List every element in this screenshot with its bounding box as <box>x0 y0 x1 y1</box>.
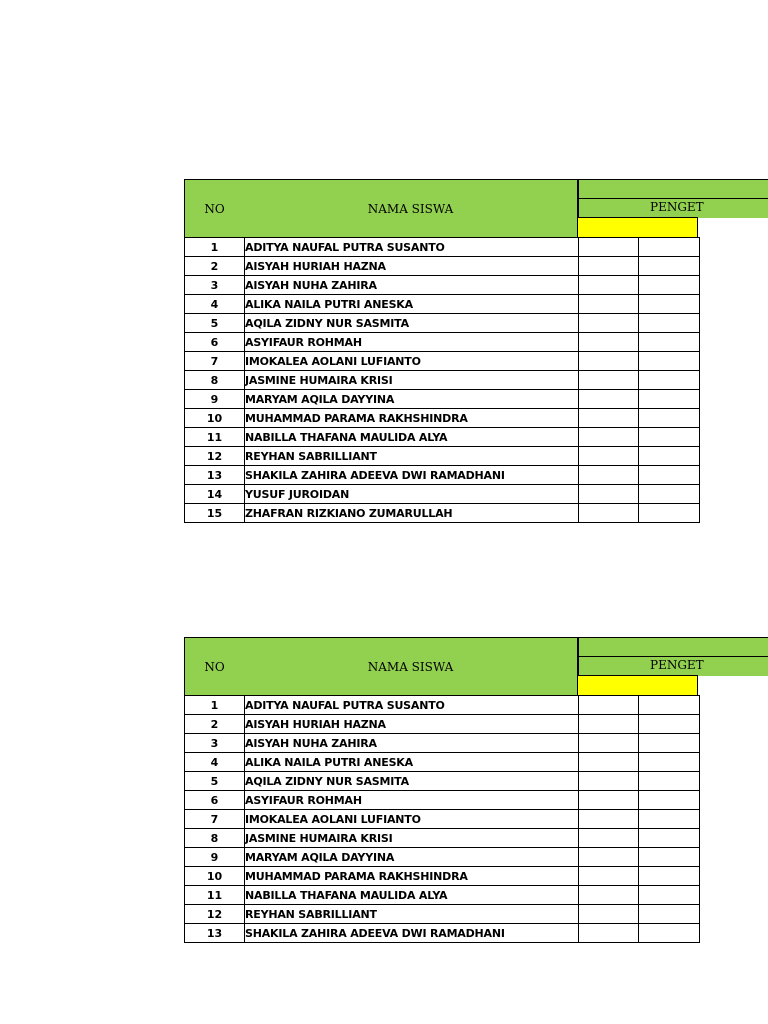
student-name: JASMINE HUMAIRA KRISI <box>245 371 579 390</box>
score-cell-2[interactable] <box>639 810 700 829</box>
table-row <box>185 886 700 905</box>
row-number: 13 <box>185 924 245 943</box>
header-no: NO <box>184 179 245 238</box>
student-name: SHAKILA ZAHIRA ADEEVA DWI RAMADHANI <box>245 924 579 943</box>
score-cell-1[interactable] <box>579 352 639 371</box>
table-row <box>185 715 700 734</box>
table-row <box>185 905 700 924</box>
row-number: 12 <box>185 905 245 924</box>
score-cell-2[interactable] <box>639 333 700 352</box>
score-cell-2[interactable] <box>639 352 700 371</box>
row-number: 1 <box>185 696 245 715</box>
header-nama-siswa: NAMA SISWA <box>244 179 578 238</box>
row-number: 11 <box>185 886 245 905</box>
score-cell-1[interactable] <box>579 238 639 257</box>
score-cell-2[interactable] <box>639 390 700 409</box>
score-cell-2[interactable] <box>639 696 700 715</box>
score-cell-1[interactable] <box>579 371 639 390</box>
student-name: AISYAH HURIAH HAZNA <box>245 257 579 276</box>
score-cell-2[interactable] <box>639 295 700 314</box>
student-name: NABILLA THAFANA MAULIDA ALYA <box>245 428 579 447</box>
table-row <box>185 924 700 943</box>
student-name: MARYAM AQILA DAYYINA <box>245 390 579 409</box>
score-cell-1[interactable] <box>579 485 639 504</box>
score-cell-2[interactable] <box>639 428 700 447</box>
row-number: 4 <box>185 295 245 314</box>
student-name: YUSUF JUROIDAN <box>245 485 579 504</box>
table-row <box>185 238 700 257</box>
row-number: 15 <box>185 504 245 523</box>
header-penget-label: PENGET <box>650 658 704 672</box>
table-row <box>185 447 700 466</box>
score-cell-2[interactable] <box>639 466 700 485</box>
student-name: JASMINE HUMAIRA KRISI <box>245 829 579 848</box>
student-name: AISYAH HURIAH HAZNA <box>245 715 579 734</box>
score-cell-2[interactable] <box>639 715 700 734</box>
row-number: 3 <box>185 734 245 753</box>
score-cell-2[interactable] <box>639 791 700 810</box>
row-number: 8 <box>185 371 245 390</box>
row-number: 12 <box>185 447 245 466</box>
student-name: ZHAFRAN RIZKIANO ZUMARULLAH <box>245 504 579 523</box>
student-name: MUHAMMAD PARAMA RAKHSHINDRA <box>245 867 579 886</box>
row-number: 11 <box>185 428 245 447</box>
table-row <box>185 867 700 886</box>
score-cell-1[interactable] <box>579 333 639 352</box>
student-name: ALIKA NAILA PUTRI ANESKA <box>245 753 579 772</box>
student-name: AISYAH NUHA ZAHIRA <box>245 734 579 753</box>
row-number: 2 <box>185 257 245 276</box>
table-row <box>185 314 700 333</box>
table-row <box>185 696 700 715</box>
header-penget-label: PENGET <box>650 200 704 214</box>
student-name: REYHAN SABRILLIANT <box>245 905 579 924</box>
score-cell-2[interactable] <box>639 924 700 943</box>
score-cell-1[interactable] <box>579 848 639 867</box>
table-row <box>185 295 700 314</box>
row-number: 6 <box>185 333 245 352</box>
score-cell-1[interactable] <box>579 753 639 772</box>
row-number: 5 <box>185 772 245 791</box>
student-name: ALIKA NAILA PUTRI ANESKA <box>245 295 579 314</box>
table-row <box>185 810 700 829</box>
score-cell-1[interactable] <box>579 314 639 333</box>
row-number: 3 <box>185 276 245 295</box>
score-cell-2[interactable] <box>639 734 700 753</box>
score-cell-2[interactable] <box>639 447 700 466</box>
table-row <box>185 333 700 352</box>
score-cell-1[interactable] <box>579 504 639 523</box>
score-cell-2[interactable] <box>639 867 700 886</box>
row-number: 10 <box>185 409 245 428</box>
student-name: AISYAH NUHA ZAHIRA <box>245 276 579 295</box>
score-cell-2[interactable] <box>639 314 700 333</box>
row-number: 10 <box>185 867 245 886</box>
student-name: ADITYA NAUFAL PUTRA SUSANTO <box>245 696 579 715</box>
score-cell-1[interactable] <box>579 295 639 314</box>
header-subcell-2 <box>637 675 698 696</box>
row-number: 9 <box>185 848 245 867</box>
score-cell-1[interactable] <box>579 447 639 466</box>
score-cell-1[interactable] <box>579 829 639 848</box>
score-cell-1[interactable] <box>579 810 639 829</box>
table-row <box>185 428 700 447</box>
score-cell-2[interactable] <box>639 238 700 257</box>
row-number: 2 <box>185 715 245 734</box>
table-row <box>185 276 700 295</box>
score-cell-2[interactable] <box>639 371 700 390</box>
table-header <box>184 179 768 237</box>
score-cell-1[interactable] <box>579 257 639 276</box>
table-header <box>184 637 768 695</box>
score-cell-1[interactable] <box>579 428 639 447</box>
header-subcell-1 <box>577 675 638 696</box>
header-penget <box>578 656 768 676</box>
score-cell-2[interactable] <box>639 504 700 523</box>
row-number: 9 <box>185 390 245 409</box>
score-cell-1[interactable] <box>579 924 639 943</box>
score-cell-1[interactable] <box>579 696 639 715</box>
row-number: 8 <box>185 829 245 848</box>
score-cell-2[interactable] <box>639 276 700 295</box>
row-number: 6 <box>185 791 245 810</box>
table-row <box>185 848 700 867</box>
row-number: 14 <box>185 485 245 504</box>
score-cell-2[interactable] <box>639 848 700 867</box>
row-number: 5 <box>185 314 245 333</box>
score-cell-2[interactable] <box>639 257 700 276</box>
student-rows <box>184 237 700 523</box>
row-number: 7 <box>185 810 245 829</box>
student-name: ASYIFAUR ROHMAH <box>245 333 579 352</box>
score-cell-1[interactable] <box>579 867 639 886</box>
student-rows <box>184 695 700 943</box>
student-name: AQILA ZIDNY NUR SASMITA <box>245 314 579 333</box>
student-name: AQILA ZIDNY NUR SASMITA <box>245 772 579 791</box>
header-subcell-1 <box>577 217 638 238</box>
score-cell-2[interactable] <box>639 753 700 772</box>
score-cell-2[interactable] <box>639 409 700 428</box>
table-row <box>185 504 700 523</box>
header-nama-siswa: NAMA SISWA <box>244 637 578 696</box>
table-row <box>185 257 700 276</box>
student-name: ADITYA NAUFAL PUTRA SUSANTO <box>245 238 579 257</box>
student-name: REYHAN SABRILLIANT <box>245 447 579 466</box>
student-name: IMOKALEA AOLANI LUFIANTO <box>245 810 579 829</box>
score-cell-1[interactable] <box>579 409 639 428</box>
score-cell-2[interactable] <box>639 829 700 848</box>
table-row <box>185 791 700 810</box>
score-cell-1[interactable] <box>579 734 639 753</box>
score-cell-1[interactable] <box>579 715 639 734</box>
score-cell-2[interactable] <box>639 485 700 504</box>
table-row <box>185 371 700 390</box>
table-row <box>185 466 700 485</box>
score-cell-2[interactable] <box>639 886 700 905</box>
score-cell-2[interactable] <box>639 772 700 791</box>
table-row <box>185 409 700 428</box>
student-name: NABILLA THAFANA MAULIDA ALYA <box>245 886 579 905</box>
header-no: NO <box>184 637 245 696</box>
table-row <box>185 390 700 409</box>
student-name: MARYAM AQILA DAYYINA <box>245 848 579 867</box>
student-name: MUHAMMAD PARAMA RAKHSHINDRA <box>245 409 579 428</box>
score-cell-2[interactable] <box>639 905 700 924</box>
table-row <box>185 772 700 791</box>
table-row <box>185 352 700 371</box>
header-subcell-2 <box>637 217 698 238</box>
score-cell-1[interactable] <box>579 791 639 810</box>
score-cell-1[interactable] <box>579 390 639 409</box>
header-group-top <box>578 179 768 199</box>
student-name: ASYIFAUR ROHMAH <box>245 791 579 810</box>
score-cell-1[interactable] <box>579 276 639 295</box>
score-cell-1[interactable] <box>579 772 639 791</box>
student-name: IMOKALEA AOLANI LUFIANTO <box>245 352 579 371</box>
score-cell-1[interactable] <box>579 886 639 905</box>
score-cell-1[interactable] <box>579 905 639 924</box>
header-penget <box>578 198 768 218</box>
row-number: 1 <box>185 238 245 257</box>
student-table-1 <box>184 179 768 523</box>
table-row <box>185 734 700 753</box>
table-row <box>185 753 700 772</box>
table-row <box>185 485 700 504</box>
row-number: 4 <box>185 753 245 772</box>
score-cell-1[interactable] <box>579 466 639 485</box>
row-number: 7 <box>185 352 245 371</box>
header-group-top <box>578 637 768 657</box>
student-table-2 <box>184 637 768 943</box>
table-row <box>185 829 700 848</box>
row-number: 13 <box>185 466 245 485</box>
student-name: SHAKILA ZAHIRA ADEEVA DWI RAMADHANI <box>245 466 579 485</box>
